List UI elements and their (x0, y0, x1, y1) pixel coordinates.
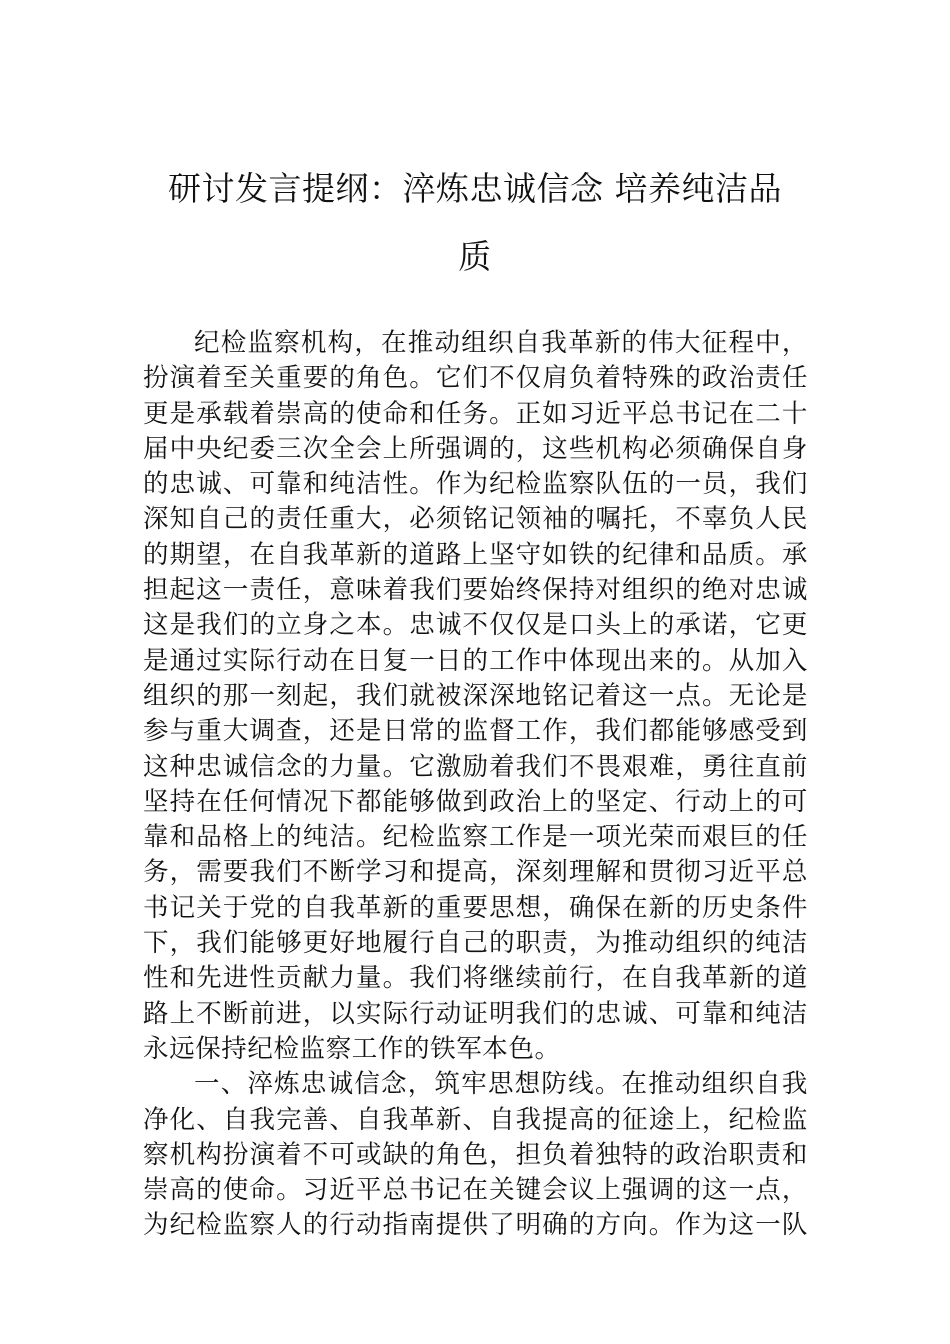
document-title (150, 155, 800, 291)
paragraph-intro: 纪检监察机构，在推动组织自我革新的伟大征程中，扮演着至关重要的角色。它们不仅肩负着特殊的政治责任更是承载着崇高的使命和任务。正如习近平总书记在二十届中央纪委三次全会上所强调的，这些机构必须确保自身的忠诚、可靠和纯洁性。作为纪检监察队伍的一员，我们深知自己的责任重大，必须铭记领袖的嘱托，不辜负人民的期望，在自我革新的道路上坚守如铁的纪律和品质。承担起这一责任，意味着我们要始终保持对组织的绝对忠诚这是我们的立身之本。忠诚不仅仅是口头上的承诺，它更是通过实际行动在日复一日的工作中体现出来的。从加入组织的那一刻起，我们就被深深地铭记着这一点。无论是参与重大调查，还是日常的监督工作，我们都能够感受到这种忠诚信念的力量。它激励着我们不畏艰难，勇往直前坚持在任何情况下都能够做到政治上的坚定、行动上的可靠和品格上的纯洁。纪检监察工作是一项光荣而艰巨的任务，需要我们不断学习和提高，深刻理解和贯彻习近平总书记关于党的自我革新的重要思想，确保在新的历史条件下，我们能够更好地履行自己的职责，为推动组织的纯洁性和先进性贡献力量。我们将继续前行，在自我革新的道路上不断前进，以实际行动证明我们的忠诚、可靠和纯洁永远保持纪检监察工作的铁军本色。 (143, 328, 808, 1064)
title-line-2: 质 (458, 237, 492, 276)
title-line-1: 研讨发言提纲：淬炼忠诚信念 培养纯洁品 (168, 169, 782, 208)
paragraph-section-1: 一、淬炼忠诚信念，筑牢思想防线。在推动组织自我净化、自我完善、自我革新、自我提高的征途上，纪检监察机构扮演着不可或缺的角色，担负着独特的政治职责和崇高的使命。习近平总书记在关键会议上强调的这一点，为纪检监察人的行动指南提供了明确的方向。作为这一队 (143, 1069, 808, 1241)
document-body (143, 326, 808, 1244)
